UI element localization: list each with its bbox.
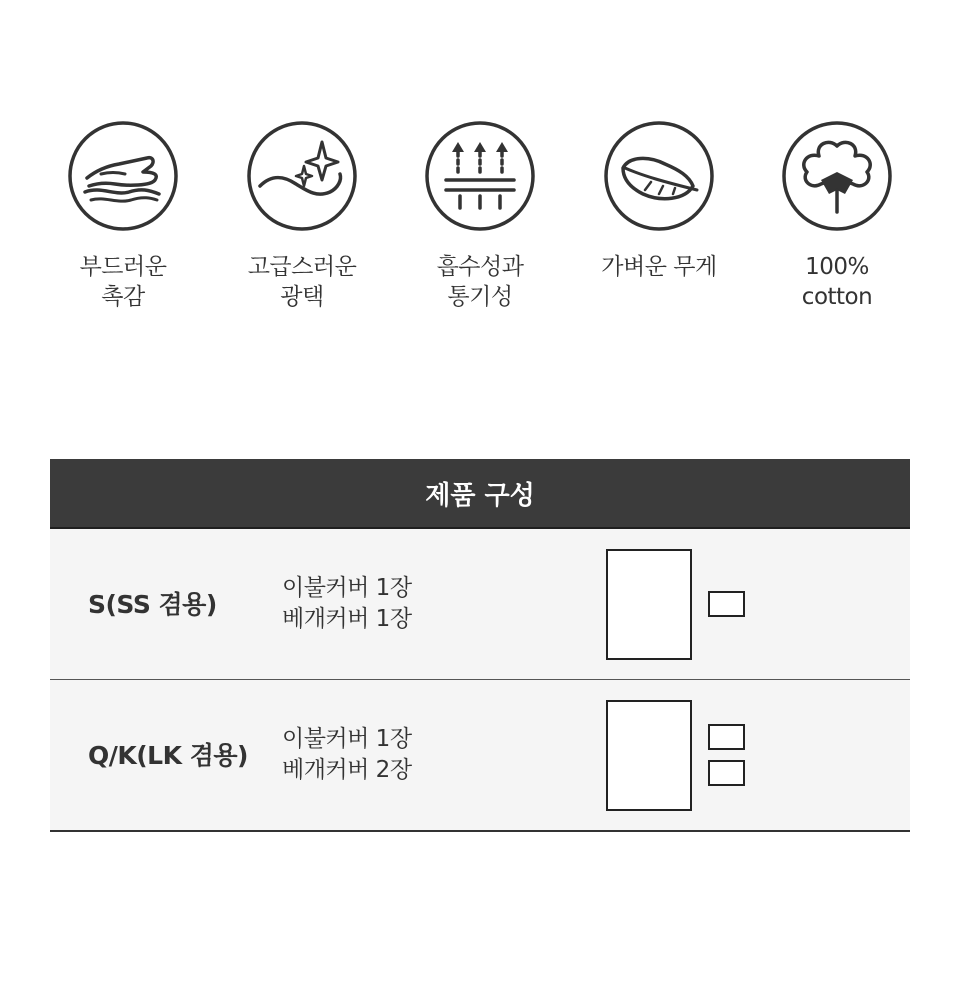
duvet-cover-diagram (606, 700, 692, 811)
feature-absorbency-breathability (400, 120, 560, 312)
product-composition-table (50, 459, 910, 832)
list-item: 이불커버 1장 (282, 575, 412, 601)
feature-label: 100% cotton (801, 254, 873, 310)
size-label: Q/K(LK 겸용) (88, 741, 248, 770)
items-list (282, 724, 412, 786)
composition-title: 제품 구성 (50, 459, 910, 529)
list-item: 이불커버 1장 (282, 726, 412, 752)
list-item: 베개커버 1장 (282, 606, 412, 632)
list-item: 베개커버 2장 (282, 757, 412, 783)
feature-100-cotton (757, 120, 917, 312)
feature-icons-section (0, 120, 960, 320)
items-list (282, 573, 412, 635)
pillow-cover-diagram (708, 760, 745, 786)
feature-label: 부드러운 촉감 (79, 254, 167, 310)
sparkle-wave-icon (246, 120, 358, 232)
feather-icon (603, 120, 715, 232)
feature-luxurious-gloss (222, 120, 382, 312)
size-label: S(SS 겸용) (88, 590, 217, 619)
breathable-arrows-icon (424, 120, 536, 232)
feature-label: 흡수성과 통기성 (436, 254, 524, 310)
feature-soft-touch (43, 120, 203, 312)
pillow-cover-diagram (708, 591, 745, 617)
table-row (50, 529, 910, 680)
pillow-cover-diagram (708, 724, 745, 750)
hand-softness-icon (67, 120, 179, 232)
cotton-flower-icon (781, 120, 893, 232)
table-row (50, 680, 910, 832)
feature-light-weight (579, 120, 739, 282)
feature-label: 고급스러운 광택 (247, 254, 357, 310)
feature-label: 가벼운 무게 (601, 254, 717, 280)
duvet-cover-diagram (606, 549, 692, 660)
